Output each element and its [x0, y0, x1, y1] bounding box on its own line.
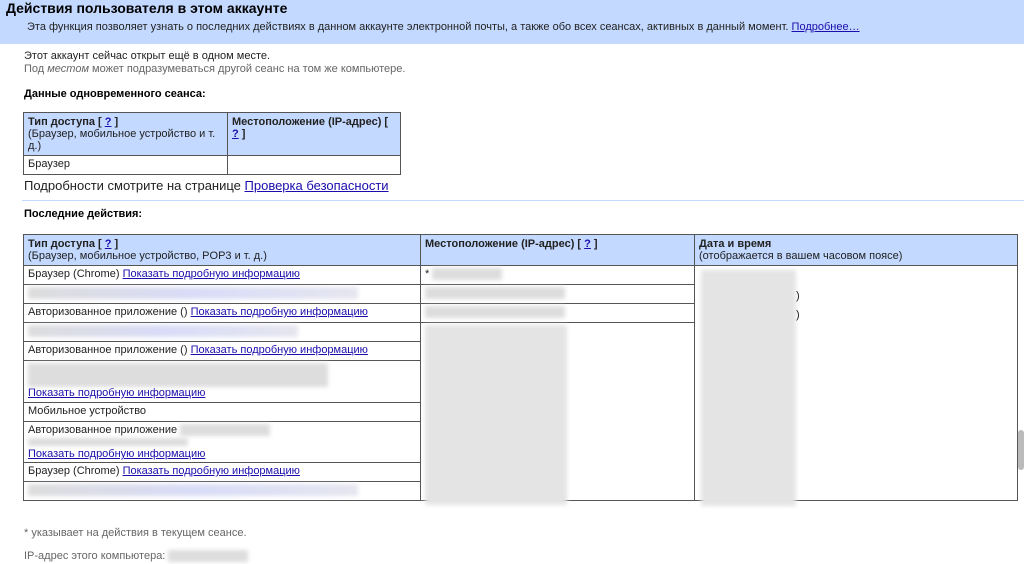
col-label: Тип доступа [	[28, 116, 105, 128]
access-type-cell	[24, 403, 421, 422]
date-suffix: )	[796, 309, 800, 321]
redacted-app-name	[180, 424, 270, 436]
date-cell	[695, 266, 1018, 501]
access-type-text: Браузер (Chrome)	[28, 268, 120, 280]
col-access-type	[24, 113, 228, 156]
col-date-time	[695, 235, 1018, 266]
col-label: Дата и время	[699, 238, 772, 250]
page-title: Действия пользователя в этом аккаунте	[6, 0, 288, 16]
redacted-access-type	[28, 287, 358, 299]
col-label-close: ]	[238, 128, 246, 140]
col-location	[228, 113, 401, 156]
col-label-close: ]	[111, 238, 119, 250]
recent-section-title: Последние действия:	[24, 208, 143, 220]
place-word: местом	[47, 63, 89, 75]
place-prefix: Под	[24, 63, 48, 75]
table-row	[24, 266, 1018, 285]
recent-activity-table	[23, 234, 1018, 501]
col-label-close: ]	[590, 238, 598, 250]
concurrent-section-title: Данные одновременного сеанса:	[24, 88, 206, 100]
security-check-link[interactable]: Проверка безопасности	[244, 178, 389, 193]
redacted-access-type	[28, 484, 358, 496]
col-label-close: ]	[111, 116, 119, 128]
col-access-type	[24, 235, 421, 266]
date-suffix: )	[796, 290, 800, 302]
col-label: Местоположение (IP-адрес) [	[232, 116, 389, 128]
help-link[interactable]: ?	[104, 238, 112, 250]
show-details-link[interactable]: Показать подробную информацию	[190, 306, 368, 318]
redacted-dates	[701, 270, 796, 506]
redacted-ip	[168, 550, 248, 562]
header-description	[27, 21, 860, 33]
section-divider	[22, 200, 1024, 201]
access-type-text: Авторизованное приложение ()	[28, 344, 188, 356]
show-details-link[interactable]: Показать подробную информацию	[122, 465, 300, 478]
access-type-cell	[24, 342, 421, 361]
col-sublabel: (Браузер, мобильное устройство, POP3 и т. д.)	[28, 250, 267, 262]
place-suffix: может подразумеваться другой сеанс на том же компьютере.	[89, 63, 406, 75]
table-header-row	[24, 113, 401, 156]
computer-ip-line	[24, 550, 248, 562]
current-session-marker: *	[425, 268, 430, 280]
access-type-cell: Браузер	[24, 156, 228, 175]
access-type-cell	[24, 422, 421, 463]
show-details-link[interactable]: Показать подробную информацию	[122, 268, 300, 280]
col-label: Тип доступа [	[28, 238, 105, 250]
col-sublabel: (Браузер, мобильное устройство и т. д.)	[28, 128, 216, 152]
description-text: Эта функция позволяет узнать о последних действиях в данном аккаунте электронной почты, а также обо всех сеансах, активных в данный момент.	[27, 21, 789, 33]
help-link[interactable]: ?	[584, 238, 591, 250]
location-cell	[421, 266, 695, 285]
concurrent-session-table	[23, 112, 401, 175]
redacted-ip	[425, 325, 567, 505]
col-location	[421, 235, 695, 266]
col-sublabel: (отображается в вашем часовом поясе)	[699, 250, 903, 262]
redacted-ip	[432, 268, 502, 280]
col-label: Местоположение (IP-адрес) [	[425, 238, 585, 250]
access-type-text: Авторизованное приложение ()	[28, 306, 188, 318]
access-type-cell	[24, 361, 421, 403]
show-details-link[interactable]: Показать подробную информацию	[28, 387, 206, 399]
access-type-cell	[24, 266, 421, 285]
table-header-row	[24, 235, 1018, 266]
access-type-text: Браузер (Chrome)	[28, 465, 120, 478]
redacted-ip	[425, 306, 565, 318]
place-explanation	[24, 63, 405, 75]
location-cell	[421, 323, 695, 501]
redacted-ip	[425, 287, 565, 299]
redacted-detail	[28, 438, 188, 446]
open-elsewhere-note: Этот аккаунт сейчас открыт ещё в одном месте.	[24, 50, 271, 62]
access-type-cell	[24, 304, 421, 323]
ip-label: IP-адрес этого компьютера:	[24, 550, 166, 562]
access-type-text: Авторизованное приложение	[28, 424, 178, 436]
help-link[interactable]: ?	[104, 116, 112, 128]
help-link[interactable]: ?	[232, 128, 239, 140]
security-prefix: Подробности смотрите на странице	[24, 178, 245, 193]
access-type-text: Мобильное устройство	[28, 405, 147, 417]
location-cell	[228, 156, 401, 175]
access-type-cell	[24, 482, 421, 501]
asterisk-note: * указывает на действия в текущем сеансе.	[24, 527, 247, 539]
access-type-cell	[24, 323, 421, 342]
redacted-access-type	[28, 325, 298, 337]
access-type-cell	[24, 285, 421, 304]
access-type-cell	[24, 463, 421, 482]
table-row	[24, 156, 401, 175]
redacted-access-type	[28, 363, 328, 387]
page-header	[0, 0, 1024, 42]
show-details-link[interactable]: Показать подробную информацию	[190, 344, 368, 356]
header-divider	[0, 42, 1024, 44]
more-info-link[interactable]: Подробнее…	[791, 21, 860, 33]
show-details-link[interactable]: Показать подробную информацию	[28, 448, 206, 461]
location-cell	[421, 285, 695, 304]
scrollbar-thumb[interactable]	[1018, 430, 1024, 470]
location-cell	[421, 304, 695, 323]
security-check-line	[24, 178, 389, 193]
